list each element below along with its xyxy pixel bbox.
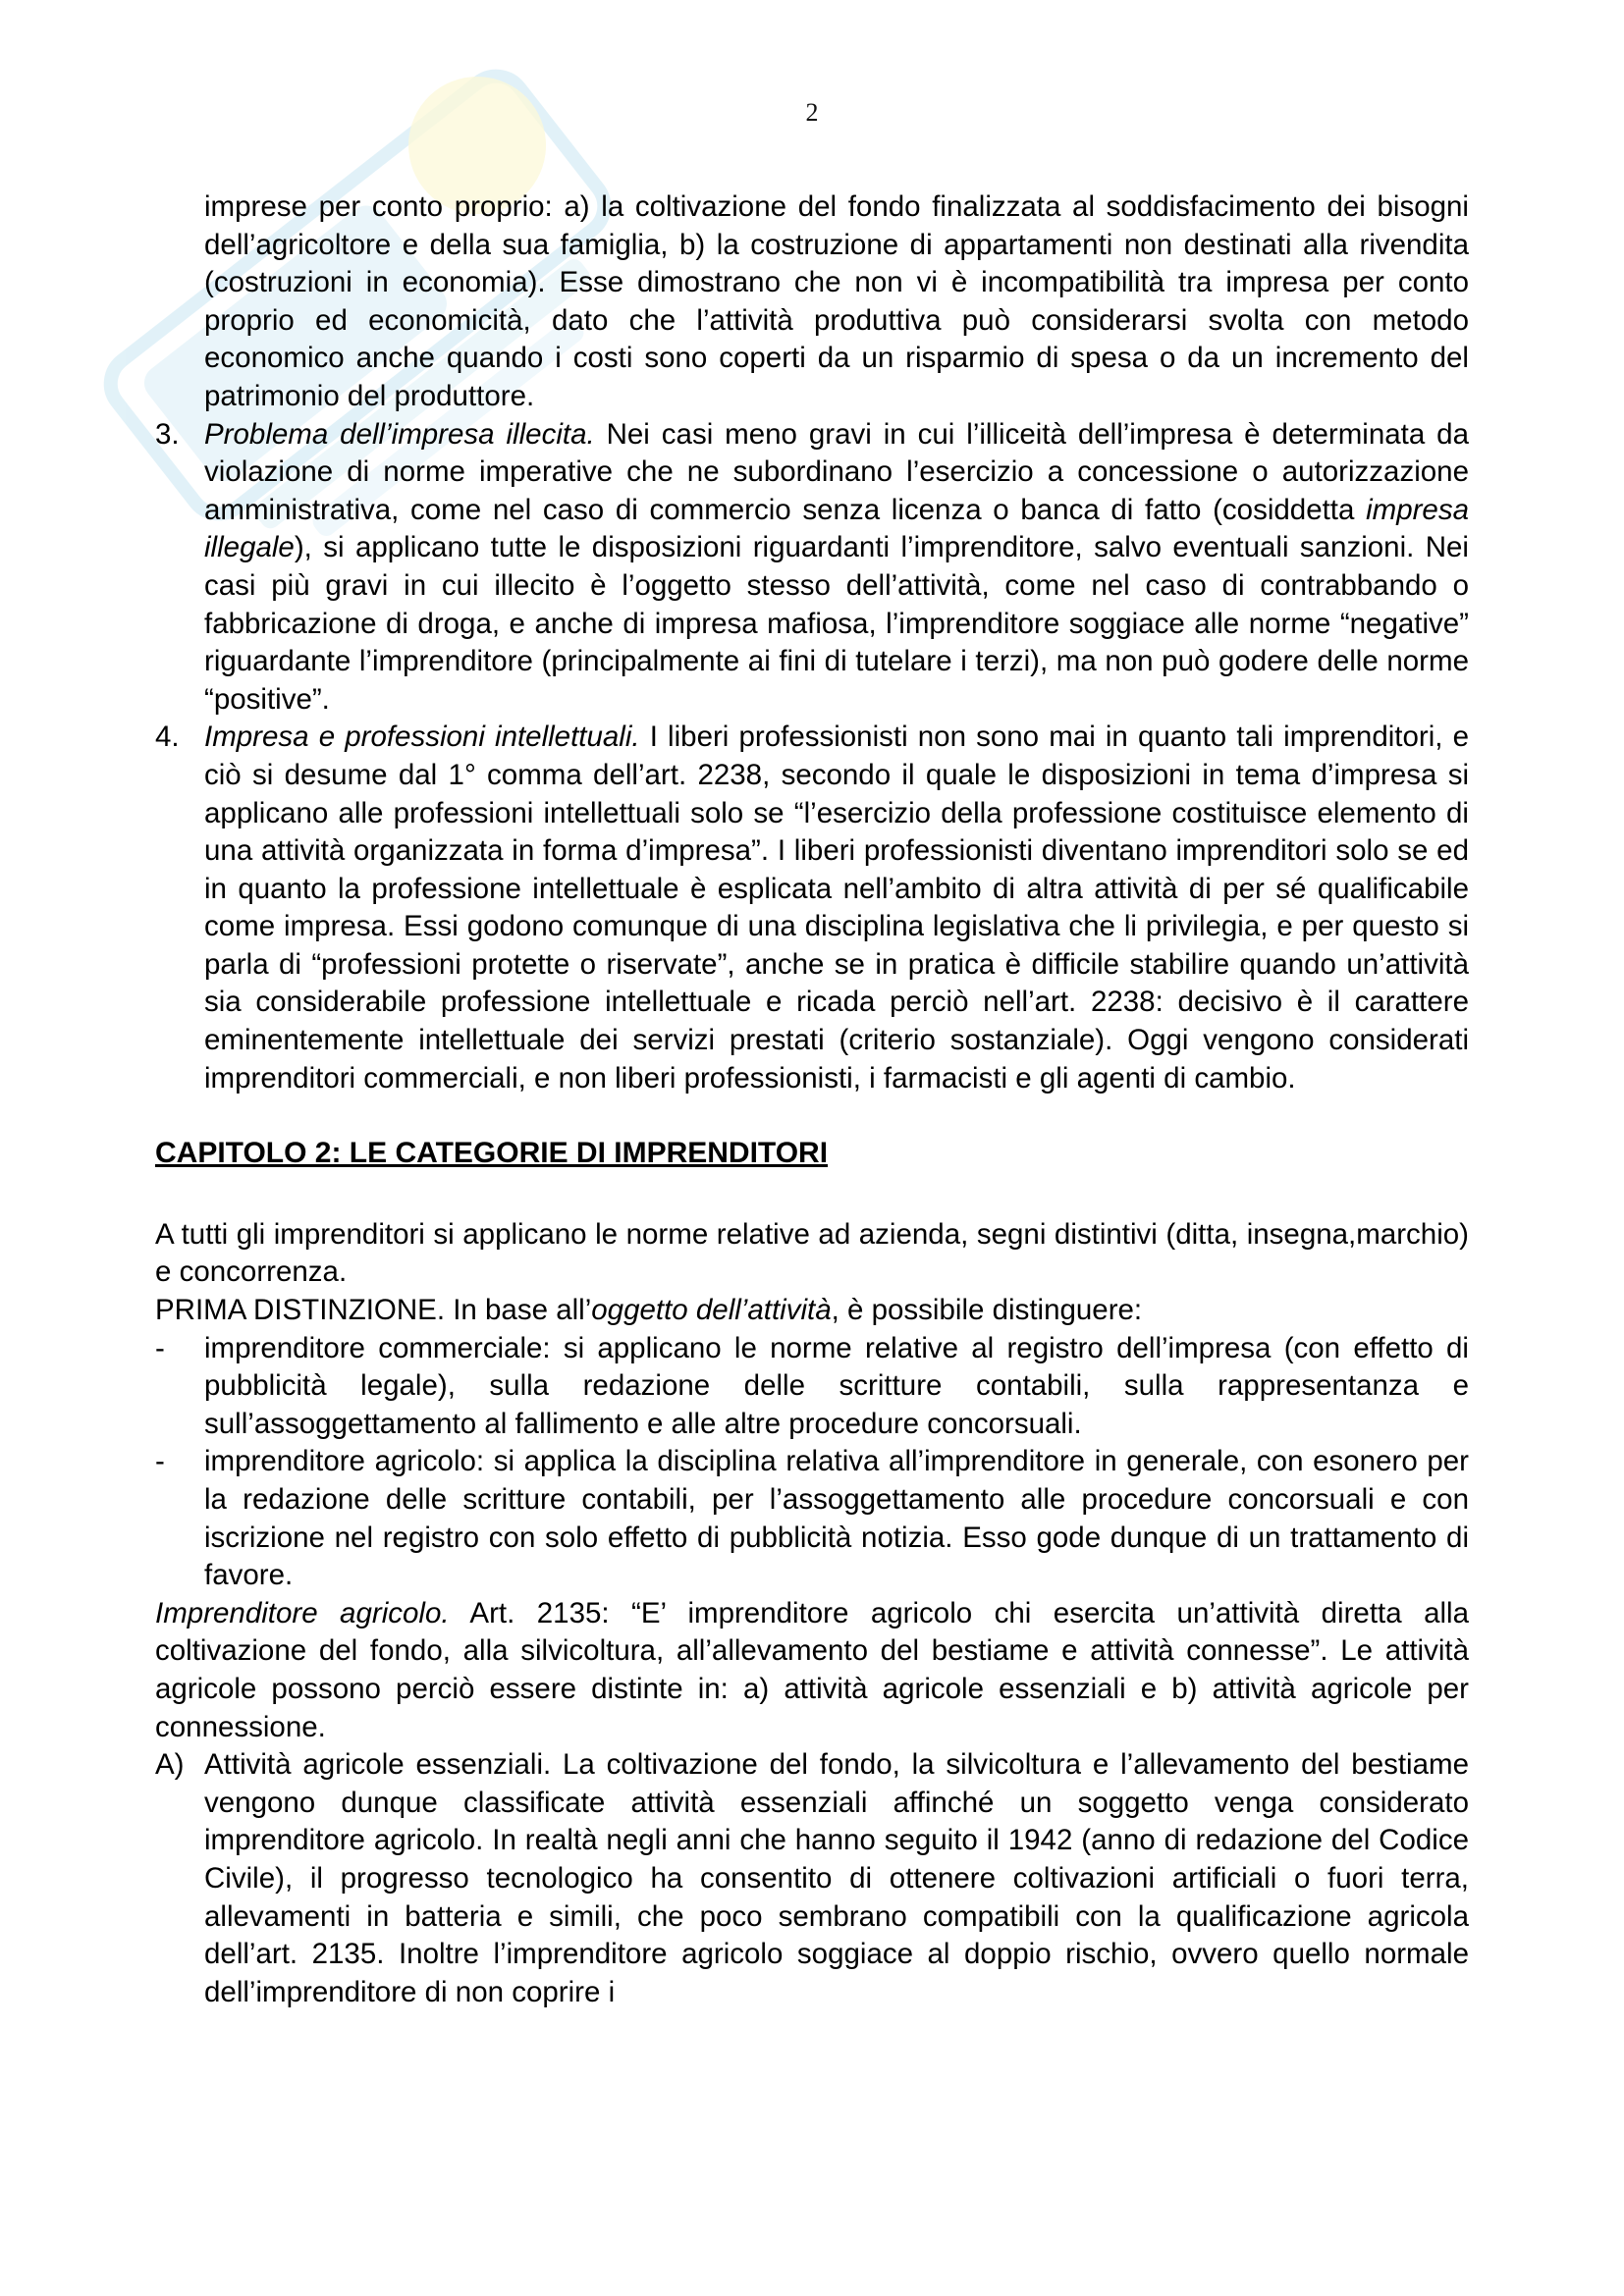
dash-marker: - — [155, 1331, 165, 1364]
item-title: Problema dell’impresa illecita. — [204, 417, 595, 451]
paragraph-text: Art. 2135: “E’ imprenditore agricolo chi esercita un’attività diretta alla coltivazione del fondo, alla silvicoltura, all’allevamento del bestiame e attività connesse”. Le attività agricole possono perciò essere distinte in: a) attività agricole essenziali e b) attività agricole per connessione. — [155, 1596, 1469, 1743]
distinction-label: PRIMA DISTINZIONE. In base all’ — [155, 1294, 592, 1327]
list-item-3 — [155, 416, 1469, 720]
list-item-4 — [155, 719, 1469, 1097]
list-marker: A) — [155, 1748, 185, 1782]
list-marker: 3. — [155, 417, 180, 451]
page-body — [155, 188, 1469, 2011]
item-text: imprenditore agricolo: si applica la disciplina relativa all’imprenditore in generale, con esonero per la redazione delle scritture contabili, per l’assoggettamento alle procedure concorsuali e con iscrizione nel registro con solo effetto di pubblicità notizia. Esso gode dunque di un trattamento di favore. — [204, 1445, 1469, 1592]
italic-term: impresa illegale — [204, 493, 1469, 564]
dash-item-commerciale — [155, 1330, 1469, 1444]
item-text: ), si applicano tutte le disposizioni riguardanti l’imprenditore, salvo eventuali sanzioni. Nei casi più gravi in cui illecito è l’oggetto stesso dell’attività, come nel caso di contrabbando o fabbricazione di droga, e anche di impresa mafiosa, l’imprenditore soggiace alle norme “negative” riguardante l’imprenditore (principalmente ai fini di tutelare i terzi), ma non può godere delle norme “positive”. — [204, 531, 1469, 716]
dash-marker: - — [155, 1445, 165, 1478]
list-item-2-continuation — [155, 188, 1469, 416]
page-number: 2 — [805, 98, 819, 127]
dash-item-agricolo — [155, 1443, 1469, 1594]
list-item-a — [155, 1746, 1469, 2011]
item-title: Impresa e professioni intellettuali. — [204, 721, 640, 754]
imprenditore-agricolo-paragraph — [155, 1595, 1469, 1746]
intro-paragraph: A tutti gli imprenditori si applicano le norme relative ad azienda, segni distintivi (ditta, insegna,marchio) e concorrenza. — [155, 1217, 1469, 1289]
item-text: I liberi professionisti non sono mai in quanto tali imprenditori, e ciò si desume dal 1° comma dell’art. 2238, secondo il quale le disposizioni in tema d’impresa si applicano alle professioni intellettuali solo se “l’esercizio della professione costituisce elemento di una attività organizzata in forma d’impresa”. I liberi professionisti diventano imprenditori solo se ed in quanto la professione intellettuale è esplicata nell’ambito di altra attività di per sé qualificabile come impresa. Essi godono comunque di una disciplina legislativa che li privilegia, e per questo si parla di “professioni protette o riservate”, anche se in pratica è difficile stabilire quando un’attività sia considerabile professione intellettuale e ricada perciò nell’art. 2238: decisivo è il carattere eminentemente intellettuale dei servizi prestati (criterio sostanziale). Oggi vengono considerati imprenditori commerciali, e non liberi professionisti, i farmacisti e gli agenti di cambio. — [204, 721, 1469, 1095]
italic-term: Imprenditore agricolo. — [155, 1596, 450, 1629]
distinction-rest: , è possibile distinguere: — [831, 1294, 1143, 1327]
list-marker: 4. — [155, 721, 180, 754]
item-text: Attività agricole essenziali. La coltivazione del fondo, la silvicoltura e l’allevamento del bestiame vengono dunque classificate attività essenziali affinché un soggetto venga considerato imprenditore agricolo. In realtà negli anni che hanno seguito il 1942 (anno di redazione del Codice Civile), il progresso tecnologico ha consentito di ottenere coltivazioni artificiali o fuori terra, allevamenti in batteria e simili, che poco sembrano compatibili con la qualificazione agricola dell’art. 2135. Inoltre l’imprenditore agricolo soggiace al doppio rischio, ovvero quello normale dell’imprenditore di non coprire i — [204, 1748, 1469, 2008]
paragraph-text: imprese per conto proprio: a) la coltivazione del fondo finalizzata al soddisfacimento dei bisogni dell’agricoltore e della sua famiglia, b) la costruzione di appartamenti non destinati alla rivendita (costruzioni in economia). Esse dimostrano che non vi è incompatibilità tra impresa per conto proprio ed economicità, dato che l’attività produttiva può considerarsi svolta con metodo economico anche quando i costi sono coperti da un risparmio di spesa o da un incremento del patrimonio del produttore. — [204, 190, 1469, 412]
prima-distinzione — [155, 1292, 1469, 1330]
italic-term: oggetto dell’attività — [591, 1294, 832, 1327]
item-text: imprenditore commerciale: si applicano le norme relative al registro dell’impresa (con effetto di pubblicità legale), sulla redazione delle scritture contabili, sulla rappresentanza e sull’assoggettamento al fallimento e alle altre procedure concorsuali. — [204, 1331, 1469, 1440]
chapter-heading: CAPITOLO 2: LE CATEGORIE DI IMPRENDITORI — [155, 1137, 829, 1170]
item-text: Nei casi meno gravi in cui l’illiceità dell’impresa è determinata da violazione di norme imperative che ne subordinano l’esercizio a concessione o autorizzazione amministrativa, come nel caso di commercio senza licenza o banca di fatto (cosiddetta — [204, 417, 1469, 526]
